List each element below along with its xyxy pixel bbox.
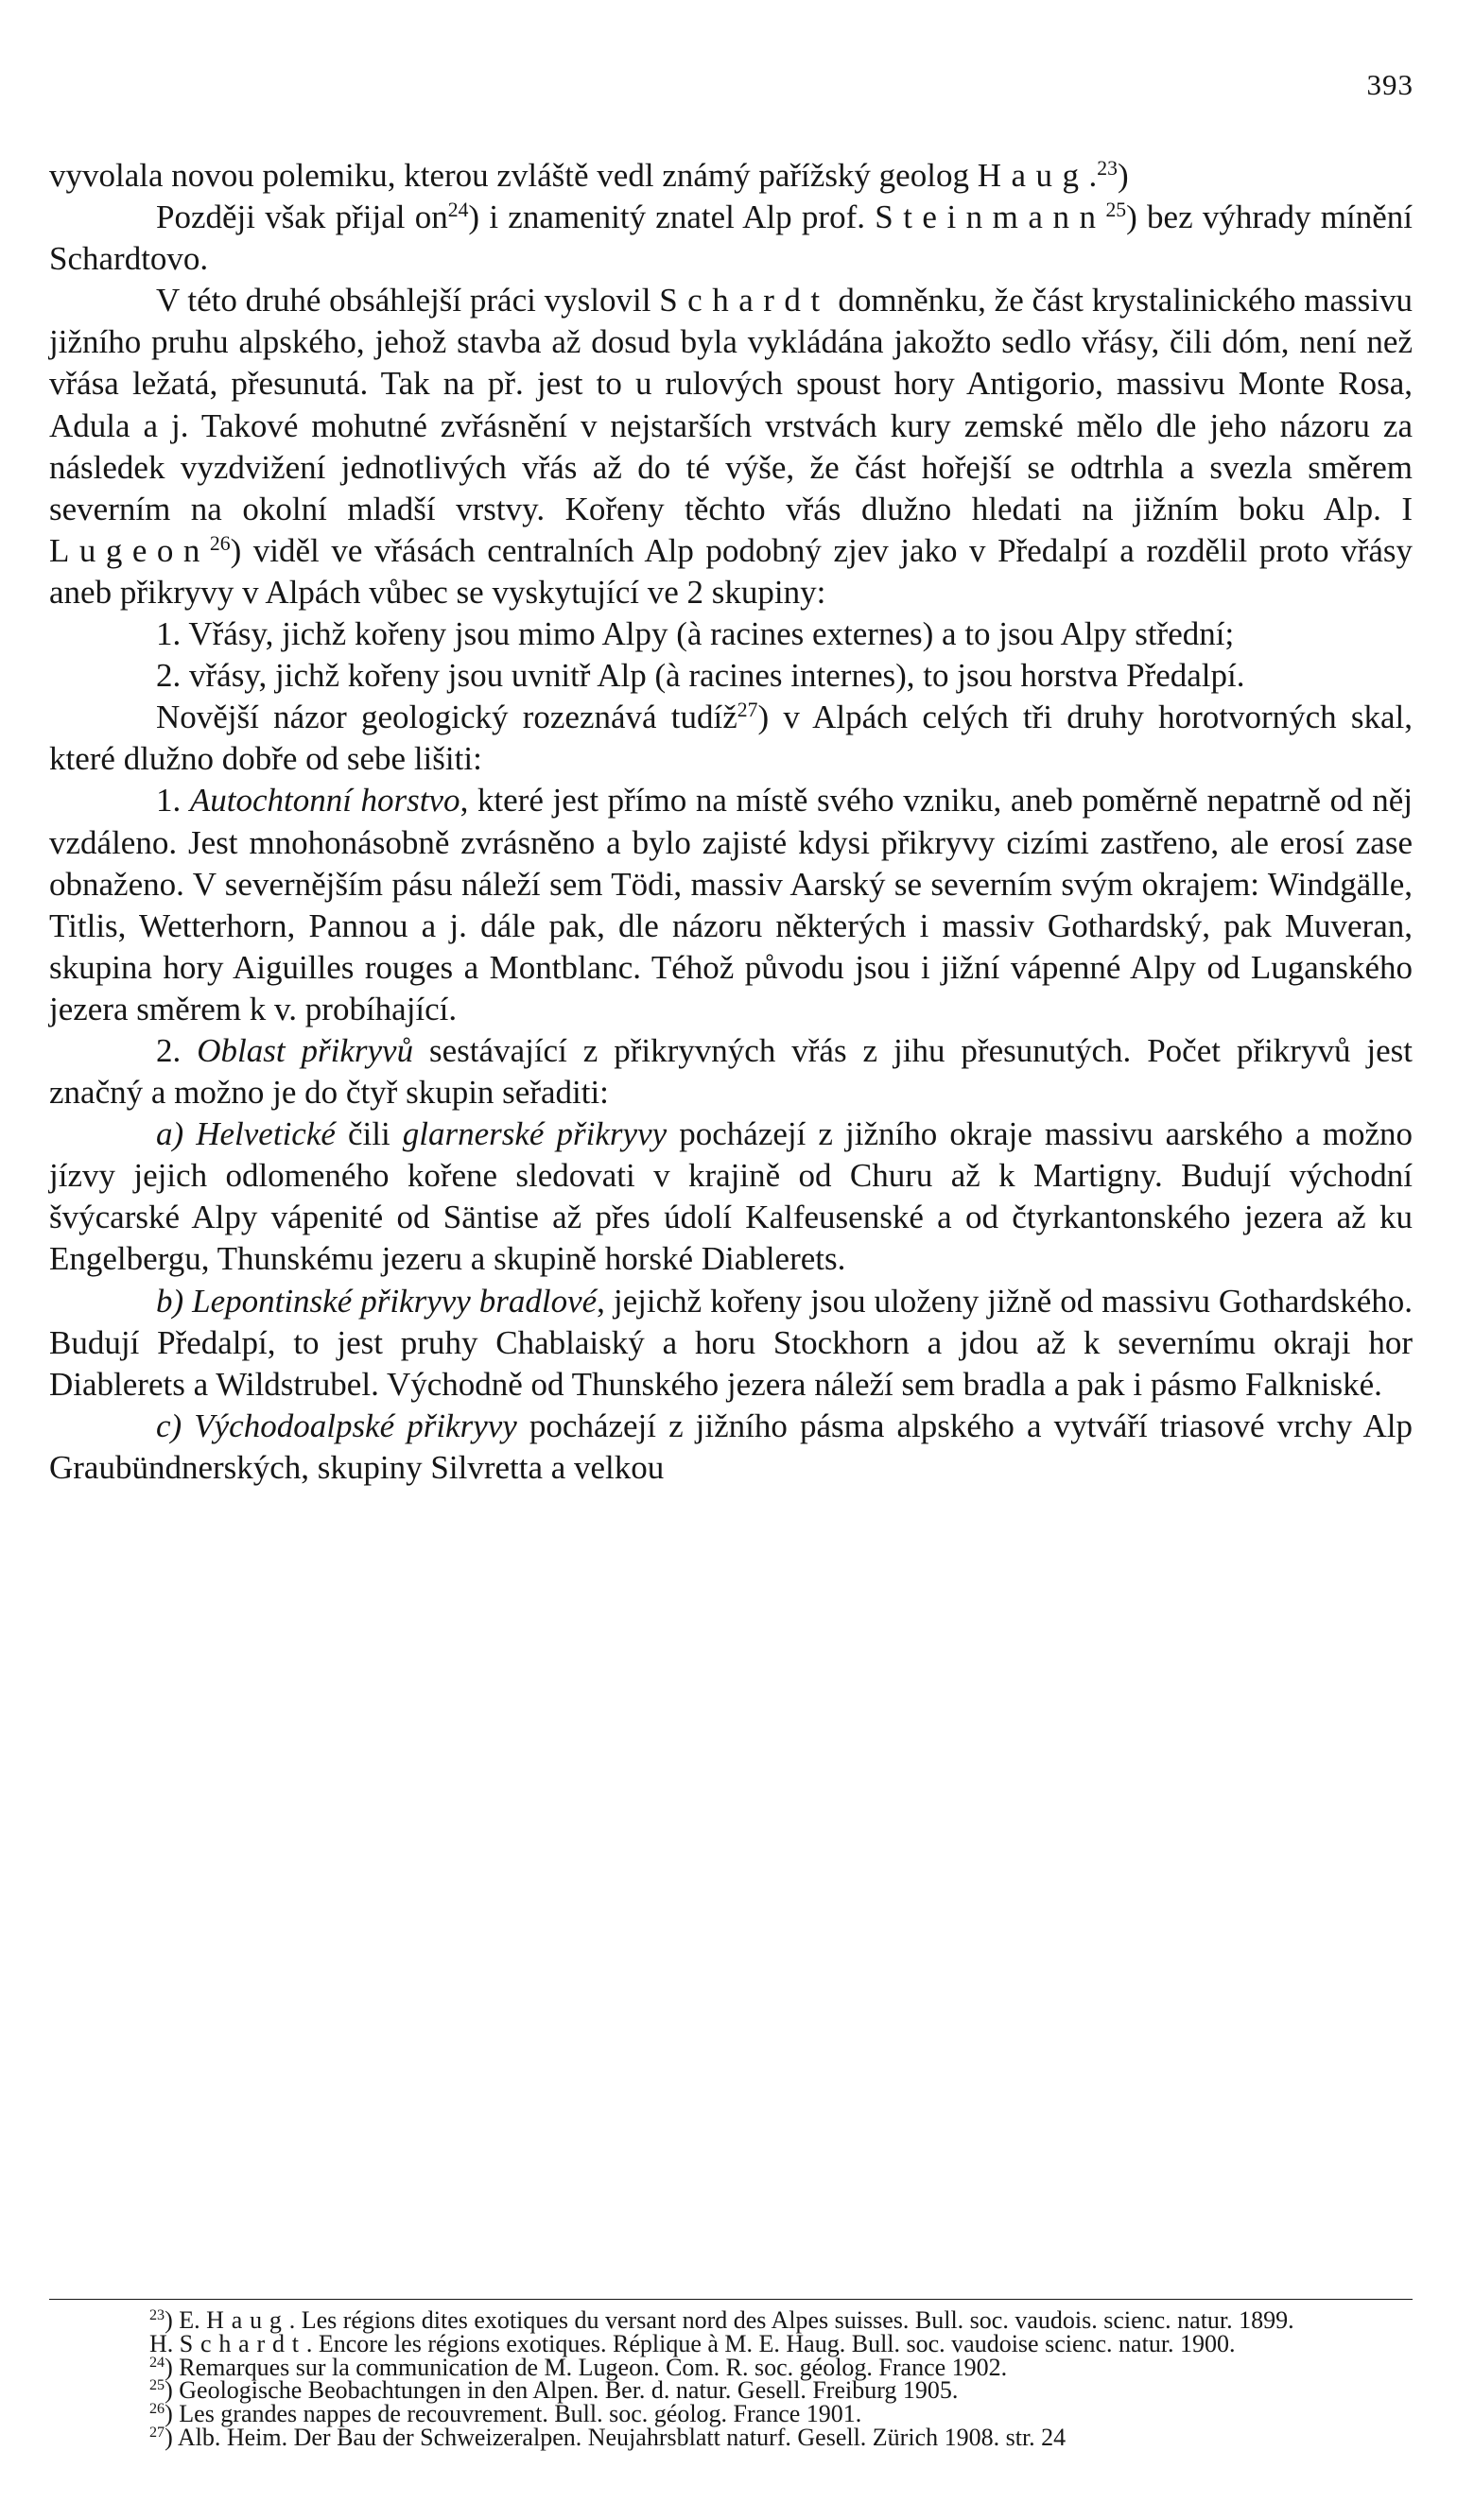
- paragraph: 2. Oblast přikryvů sestávající z přikryvných vřás z jihu přesunutých. Počet přikryvů jest značný a možno je do čtyř skupin seřaditi:: [49, 1031, 1413, 1112]
- paragraph: 1. Vřásy, jichž kořeny jsou mimo Alpy (à racines externes) a to jsou Alpy střední;: [156, 615, 1235, 653]
- paragraph: V této druhé obsáhlejší práci vyslovil Schardt domněnku, že část krystalinického massivu jižního pruhu alpského, jehož stavba až dosud byla vykládána jakožto sedlo vřásy, čili dóm, není než vřása ležatá, přesunutá. Tak na př. jest to u rulových spoust hory Antigorio, massivu Monte Rosa, Adula a j. Takové mohutné zvřásnění v nejstarších vrstvách kury zemské mělo dle jeho názoru za následek vyzdvižení jednotlivých vřás až do té výše, že část hořejší se odtrhla a svezla směrem severním na okolní mladší vrstvy. Kořeny těchto vřás dlužno hledati na jižním boku Alp. I Lugeon$^{26}$) viděl ve vřásách centralních Alp podobný zjev jako v Předalpí a rozdělil proto vřásy aneb přikryvy v Alpách vůbec se vyskytující ve 2 skupiny:: [49, 282, 1413, 611]
- italic-term: b) Lepontinské přikryvy bradlové: [156, 1282, 598, 1320]
- paragraph: a) Helvetické čili glarnerské přikryvy pocházejí z jižního okraje massivu aarského a možno jízvy jejich odlomeného kořene sledovati v krajině od Churu až k Martigny. Budují východní švýcarské Alpy vápenité od Säntise až přes údolí Kalfeusenské a od čtyrkantonského jezera až ku Engelbergu, Thunskému jezeru a skupině horské Diablerets.: [49, 1115, 1414, 1278]
- italic-term: Autochtonní horstvo: [189, 782, 460, 820]
- footnote-ref: 26: [209, 531, 231, 555]
- footnote: $^{23}$) E. Haug. Les régions dites exotiques du versant nord des Alpes suisses. Bull. soc. vaudois. scienc. natur. 1899.: [149, 2306, 1294, 2334]
- paragraph: Později však přijal $on^{24}$) i znamenitý znatel Alp prof. Steinmann$^{25}$) bez výhrady mínění Schardtovo.: [49, 198, 1413, 278]
- italic-term: c) Východoalpské přikryvy: [156, 1407, 517, 1444]
- spaced-name: Schardt: [659, 282, 830, 319]
- italic-term: a) Helvetické: [156, 1115, 336, 1153]
- footnote-ref: 23: [1097, 157, 1118, 181]
- spaced-name: Haug: [206, 2306, 289, 2334]
- paragraph: 1. Autochtonní horstvo, které jest přímo na místě svého vzniku, aneb poměrně nepatrně od něj vzdáleno. Jest mnohonásobně zvrásněno a bylo zajisté kdysi přikryvy cizími zastřeno, ale erosí zase obnaženo. V severnějším pásu náleží sem Tödi, massiv Aarský se severním svým okrajem: Windgälle, Titlis, Wetterhorn, Pannou a j. dále pak, dle názoru některých i massiv Gothardský, pak Muveran, skupina hory Aiguilles rouges a Montblanc. Téhož původu jsou i jižní vápenné Alpy od Luganského jezera směrem k v. probíhající.: [49, 782, 1414, 1027]
- paragraph: vyvolala novou polemiku, kterou zvláště vedl známý pařížský geolog Haug.$^{23}$): [49, 157, 1129, 194]
- paragraph: b) Lepontinské přikryvy bradlové, jejichž kořeny jsou uloženy jižně od massivu Gothardského. Budují Předalpí, to jest pruhy Chablaiský a horu Stockhorn a jdou až k severnímu okraji hor Diablerets a Wildstrubel. Východně od Thunského jezera náleží sem bradla a pak i pásmo Falkniské.: [49, 1282, 1413, 1403]
- footnote-ref: 23: [149, 2307, 165, 2324]
- footnotes: [49, 2299, 1413, 2450]
- spaced-name: Steinmann: [875, 198, 1106, 236]
- footnote: $^{26}$) Les grandes nappes de recouvrement. Bull. soc. géolog. France 1901.: [149, 2400, 862, 2428]
- footnote-ref: 24: [149, 2354, 165, 2371]
- footnote-ref: 24: [447, 198, 469, 222]
- footnote-ref: 25: [1105, 198, 1127, 222]
- spaced-name: Haug: [977, 157, 1089, 194]
- footnote: $^{27}$) Alb. Heim. Der Bau der Schweizeralpen. Neujahrsblatt naturf. Gesell. Zürich 1908. str. 24: [149, 2423, 1067, 2451]
- body-text: [49, 155, 1413, 1489]
- footnote-ref: 25: [149, 2377, 165, 2394]
- footnote-ref: 27: [149, 2425, 165, 2442]
- footnote: $^{25}$) Geologische Beobachtungen in den Alpen. Ber. d. natur. Gesell. Freiburg 1905.: [149, 2376, 959, 2405]
- footnote: $^{24}$) Remarques sur la communication de M. Lugeon. Com. R. soc. géolog. France 1902.: [149, 2353, 1008, 2381]
- spaced-name: Lugeon: [49, 531, 210, 569]
- italic-term: Oblast přikryvů: [197, 1031, 414, 1069]
- footnote-ref: 27: [737, 699, 758, 722]
- paragraph: Novější názor geologický rozeznává tudíž$^{27}$) v Alpách celých tři druhy horotvorných skal, které dlužno dobře od sebe lišiti:: [49, 699, 1413, 778]
- footnote-ref: 26: [149, 2401, 165, 2418]
- paragraph: 2. vřásy, jichž kořeny jsou uvnitř Alp (à racines internes), to jsou horstva Předalpí.: [156, 657, 1245, 695]
- paragraph: c) Východoalpské přikryvy pocházejí z jižního pásma alpského a vytváří triasové vrchy Alp Graubündnerských, skupiny Silvretta a velkou: [49, 1407, 1413, 1486]
- spaced-name: Schardt: [179, 2329, 306, 2357]
- footnote: H. Schardt. Encore les régions exotiques. Réplique à M. E. Haug. Bull. soc. vaudoise scienc. natur. 1900.: [149, 2329, 1236, 2357]
- italic-term: glarnerské přikryvy: [402, 1115, 668, 1153]
- page-number: 393: [1366, 68, 1414, 101]
